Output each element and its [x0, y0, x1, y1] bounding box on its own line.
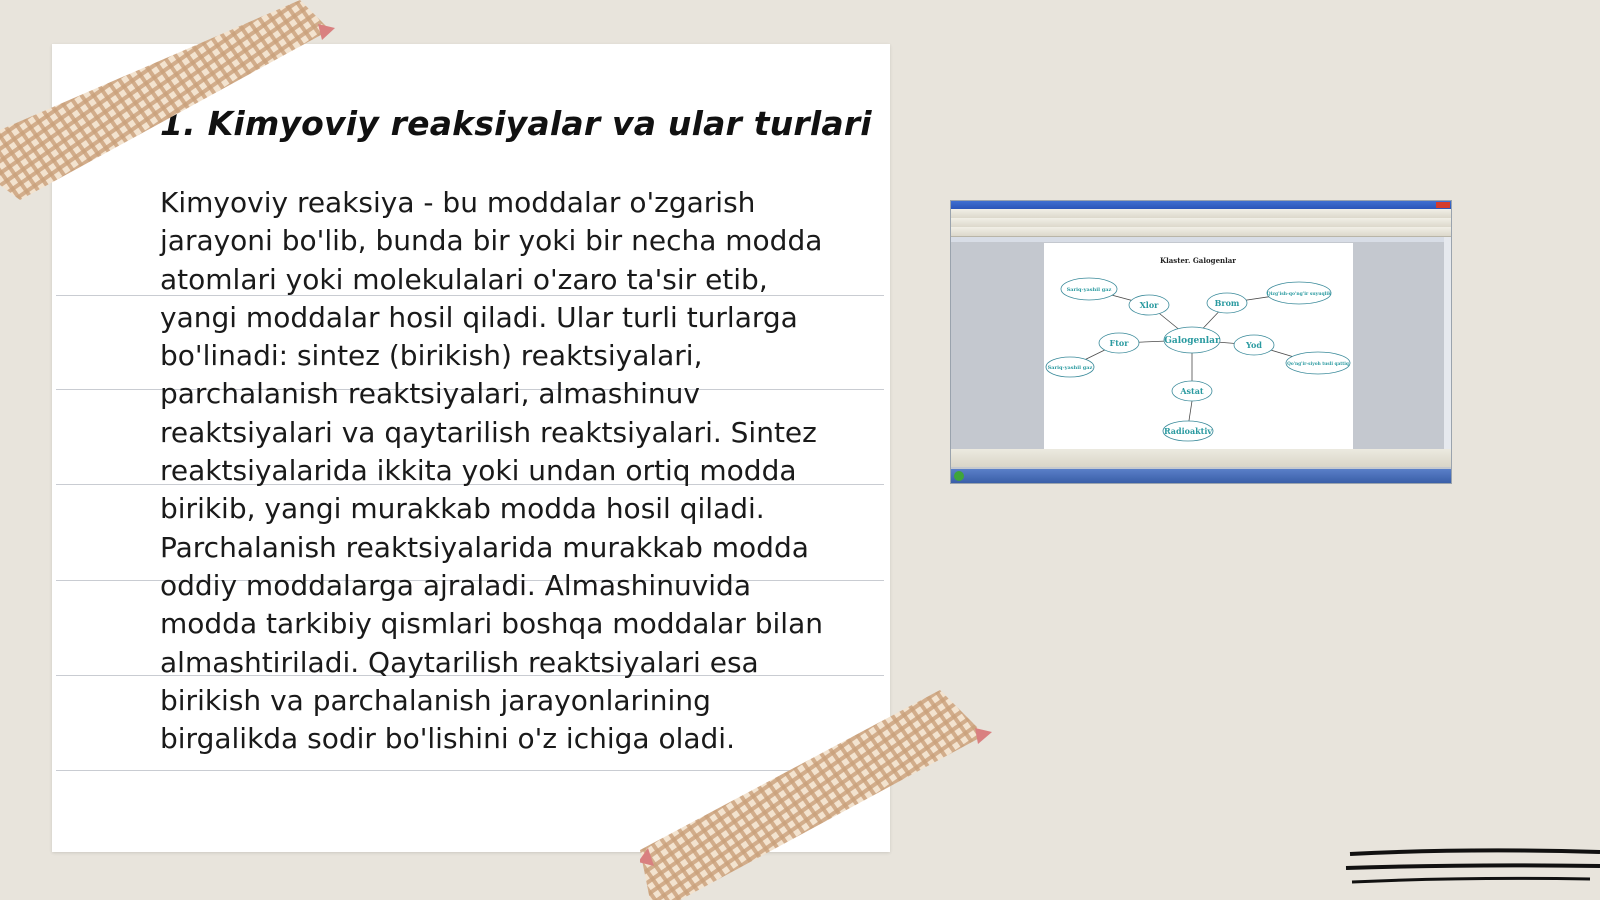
document-page — [1044, 243, 1353, 449]
tape-bottom — [640, 690, 1000, 900]
decorative-brush-strokes — [1340, 844, 1600, 894]
node-xlor: Xlor — [1139, 300, 1159, 310]
start-button-icon — [954, 471, 964, 481]
node-qizgish-qongir: Qizg'ish-qo'ng'ir suyuqlik — [1266, 292, 1332, 297]
cluster-diagram — [1044, 243, 1353, 449]
node-brom: Brom — [1214, 298, 1240, 308]
close-icon — [1436, 202, 1450, 208]
cluster-title: Klaster. Galogenlar — [1160, 256, 1236, 265]
drawing-toolbar — [951, 449, 1451, 467]
node-sariq-yashil: Sariq-yashil gaz — [1066, 287, 1112, 293]
node-sariq-yashil-2: Sariq-yashil gaz — [1047, 365, 1093, 371]
slide-body-text: Kimyoviy reaksiya - bu moddalar o'zgarish jarayoni bo'lib, bunda bir yoki bir necha modda atomlari yoki molekulalari o'zaro ta'sir etib, yangi moddalar hosil qiladi. Ular turli turlarga bo'linadi: sintez (birikish) reaktsiyalari, parchalanish reaktsiyalari, almashinuv reaktsiyalari va qaytarilish reaktsiyalari. Sintez reaktsiyalarida ikkita yoki undan ortiq modda birikib, yangi murakkab modda hosil qiladi. Parchalanish reaktsiyalarida murakkab modda oddiy moddalarga ajraladi. Almashinuvida modda tarkibiy qismlari boshqa moddalar bilan almashtiriladi. Qaytarilish reaktsiyalari esa birikish va parchalanish jarayonlarining birgalikda sodir bo'lishini o'z ichiga oladi. — [160, 186, 823, 756]
formatting-toolbar — [951, 227, 1451, 237]
node-center: Galogenlar — [1164, 336, 1220, 346]
node-radioaktiv: Radioaktiv — [1163, 426, 1213, 436]
node-ftor: Ftor — [1109, 338, 1129, 348]
word-document-screenshot — [950, 200, 1452, 484]
node-yod: Yod — [1246, 340, 1262, 350]
window-titlebar — [951, 201, 1451, 209]
slide-title: 1. Kimyoviy reaksiyalar va ular turlari — [160, 104, 872, 143]
vertical-scrollbar — [1444, 237, 1451, 449]
ruler — [951, 237, 1451, 242]
taskbar — [951, 469, 1451, 483]
node-astat: Astat — [1180, 386, 1204, 396]
node-qora-siyoh: Qo'ng'ir-siyoh tusli qattiq — [1287, 362, 1349, 367]
tape-top-left — [0, 0, 340, 210]
